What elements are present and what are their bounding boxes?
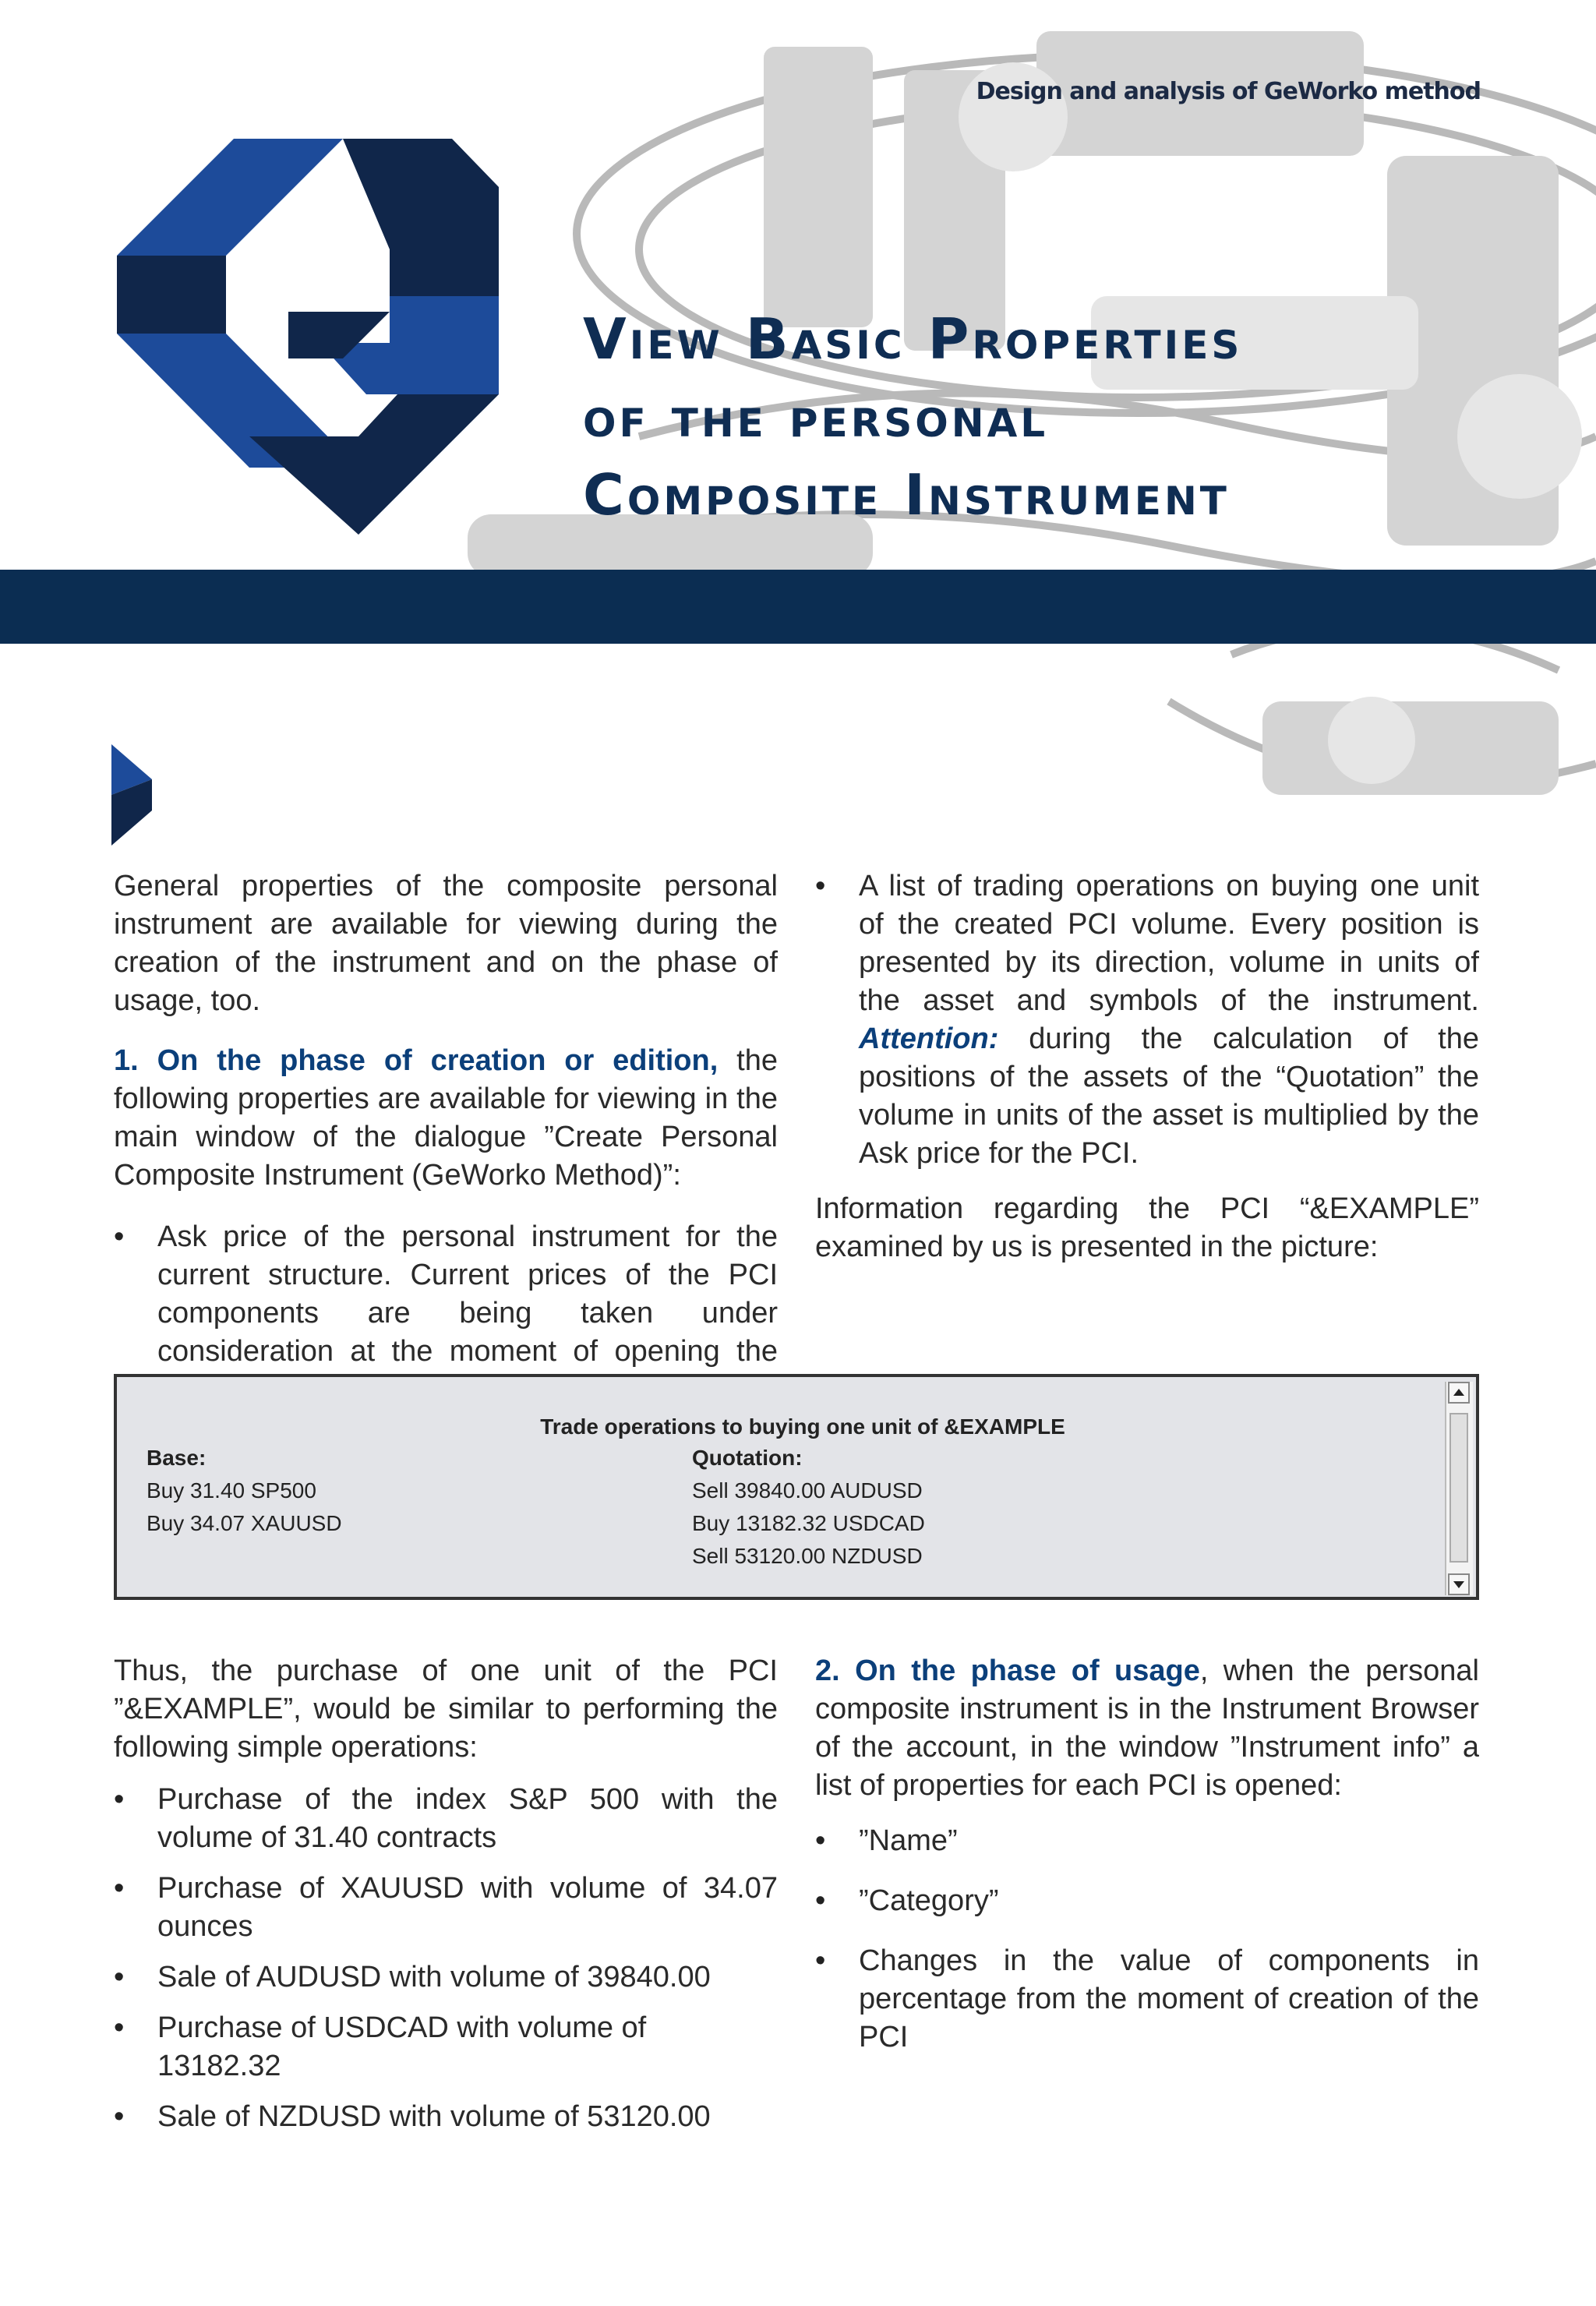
scroll-up-icon[interactable] [1448, 1382, 1470, 1404]
quotation-header: Quotation: [692, 1446, 803, 1470]
chevron-marker-icon [111, 744, 152, 846]
bullet-icon: • [815, 1884, 826, 1917]
phase2-text: , when the personal composite instrument is in the Instrument Browser of the account, in the window ”Instrument info” a list of properties for each PCI is opened: [815, 1654, 1480, 1802]
panel-scrollbar[interactable] [1445, 1382, 1473, 1595]
bullet-text: Purchase of the index S&P 500 with the volume of 31.40 contracts [157, 1783, 778, 1854]
list-item [815, 1942, 1479, 2057]
phase2-paragraph [815, 1652, 1479, 1805]
list-item [114, 1870, 778, 1946]
bullet-text-part: A list of trading operations on buying one unit of the created PCI volume. Every position is presented by its direction, volume in units of the asset and symbols of the instrument. [859, 870, 1479, 1017]
base-row: Buy 34.07 XAUUSD [147, 1511, 342, 1535]
bullet-icon: • [114, 1783, 125, 1816]
bullet-text: Sale of AUDUSD with volume of 39840.00 [157, 1961, 711, 1993]
list-item [114, 2098, 778, 2136]
header-band [0, 570, 1596, 644]
bullet-icon: • [815, 1944, 826, 1977]
quotation-row: Buy 13182.32 USDCAD [692, 1511, 925, 1535]
thus-paragraph: Thus, the purchase of one unit of the PCI ”&EXAMPLE”, would be similar to performing the following simple operations: [114, 1654, 778, 1764]
phase1-text: the following properties are available for viewing in the main window of the dialogue ”Create Personal Composite Instrument (GeWorko Method)”: [114, 1044, 778, 1192]
list-item [114, 1781, 778, 1857]
bullet-icon: • [114, 2011, 125, 2044]
list-item [815, 867, 1479, 1173]
left-column-top [114, 867, 778, 1409]
list-item [114, 2009, 778, 2085]
bullet-icon: • [114, 1220, 125, 1253]
title-line: Composite Instrument [583, 462, 1230, 528]
bullet-text: Changes in the value of components in percentage from the moment of creation of the PCI [859, 1944, 1479, 2054]
panel-title: Trade operations to buying one unit of &EXAMPLE [540, 1414, 1065, 1439]
bullet-text: ”Name” [859, 1824, 958, 1857]
bullet-text [859, 867, 1479, 1173]
phase1-paragraph [114, 1042, 778, 1195]
logo-g-icon [109, 132, 514, 538]
bullet-icon: • [815, 1824, 826, 1857]
right-column-top [815, 867, 1479, 1266]
base-header: Base: [147, 1446, 207, 1470]
bullet-text: Ask price of the personal instrument for the current structure. Current prices of the PCI components are being taken under consideration at the moment of opening the [157, 1220, 778, 1368]
title-line: View Basic Properties [583, 306, 1243, 372]
bullet-text: ”Category” [859, 1884, 999, 1917]
quotation-row: Sell 39840.00 AUDUSD [692, 1478, 923, 1503]
right-column-bottom [815, 1652, 1479, 2057]
phase1-lead: 1. On the phase of creation or edition, [114, 1044, 719, 1077]
bullet-icon: • [114, 1961, 125, 1993]
running-head: Design and analysis of GeWorko method [976, 78, 1481, 105]
quotation-row: Sell 53120.00 NZDUSD [692, 1544, 923, 1568]
phase2-lead: 2. On the phase of usage [815, 1654, 1200, 1687]
list-item [815, 1882, 1479, 1920]
page-title [583, 300, 1242, 534]
list-item [815, 1822, 1479, 1860]
intro-paragraph: General properties of the composite personal instrument are available for viewing during the creation of the instrument and on the phase of usage, too. [114, 870, 778, 1017]
attention-label: Attention: [859, 1022, 999, 1055]
info-paragraph: Information regarding the PCI “&EXAMPLE” examined by us is presented in the picture: [815, 1192, 1479, 1263]
trade-operations-panel [114, 1374, 1479, 1600]
base-row: Buy 31.40 SP500 [147, 1478, 316, 1503]
bullet-text-part: during the calculation of the positions of the assets of the “Quotation” the volume in units of the asset is multiplied by the Ask price for the PCI. [859, 1022, 1479, 1170]
scroll-thumb[interactable] [1449, 1413, 1468, 1563]
bullet-icon: • [815, 870, 826, 902]
bullet-text: Purchase of USDCAD with volume of 13182.32 [157, 2011, 647, 2082]
title-line: of the personal [583, 384, 1049, 450]
scroll-down-icon[interactable] [1448, 1573, 1470, 1595]
bullet-icon: • [114, 2100, 125, 2133]
bullet-text: Sale of NZDUSD with volume of 53120.00 [157, 2100, 711, 2133]
list-item [114, 1958, 778, 1997]
bullet-text: Purchase of XAUUSD with volume of 34.07 ounces [157, 1872, 778, 1943]
left-column-bottom [114, 1652, 778, 2136]
bullet-icon: • [114, 1872, 125, 1905]
